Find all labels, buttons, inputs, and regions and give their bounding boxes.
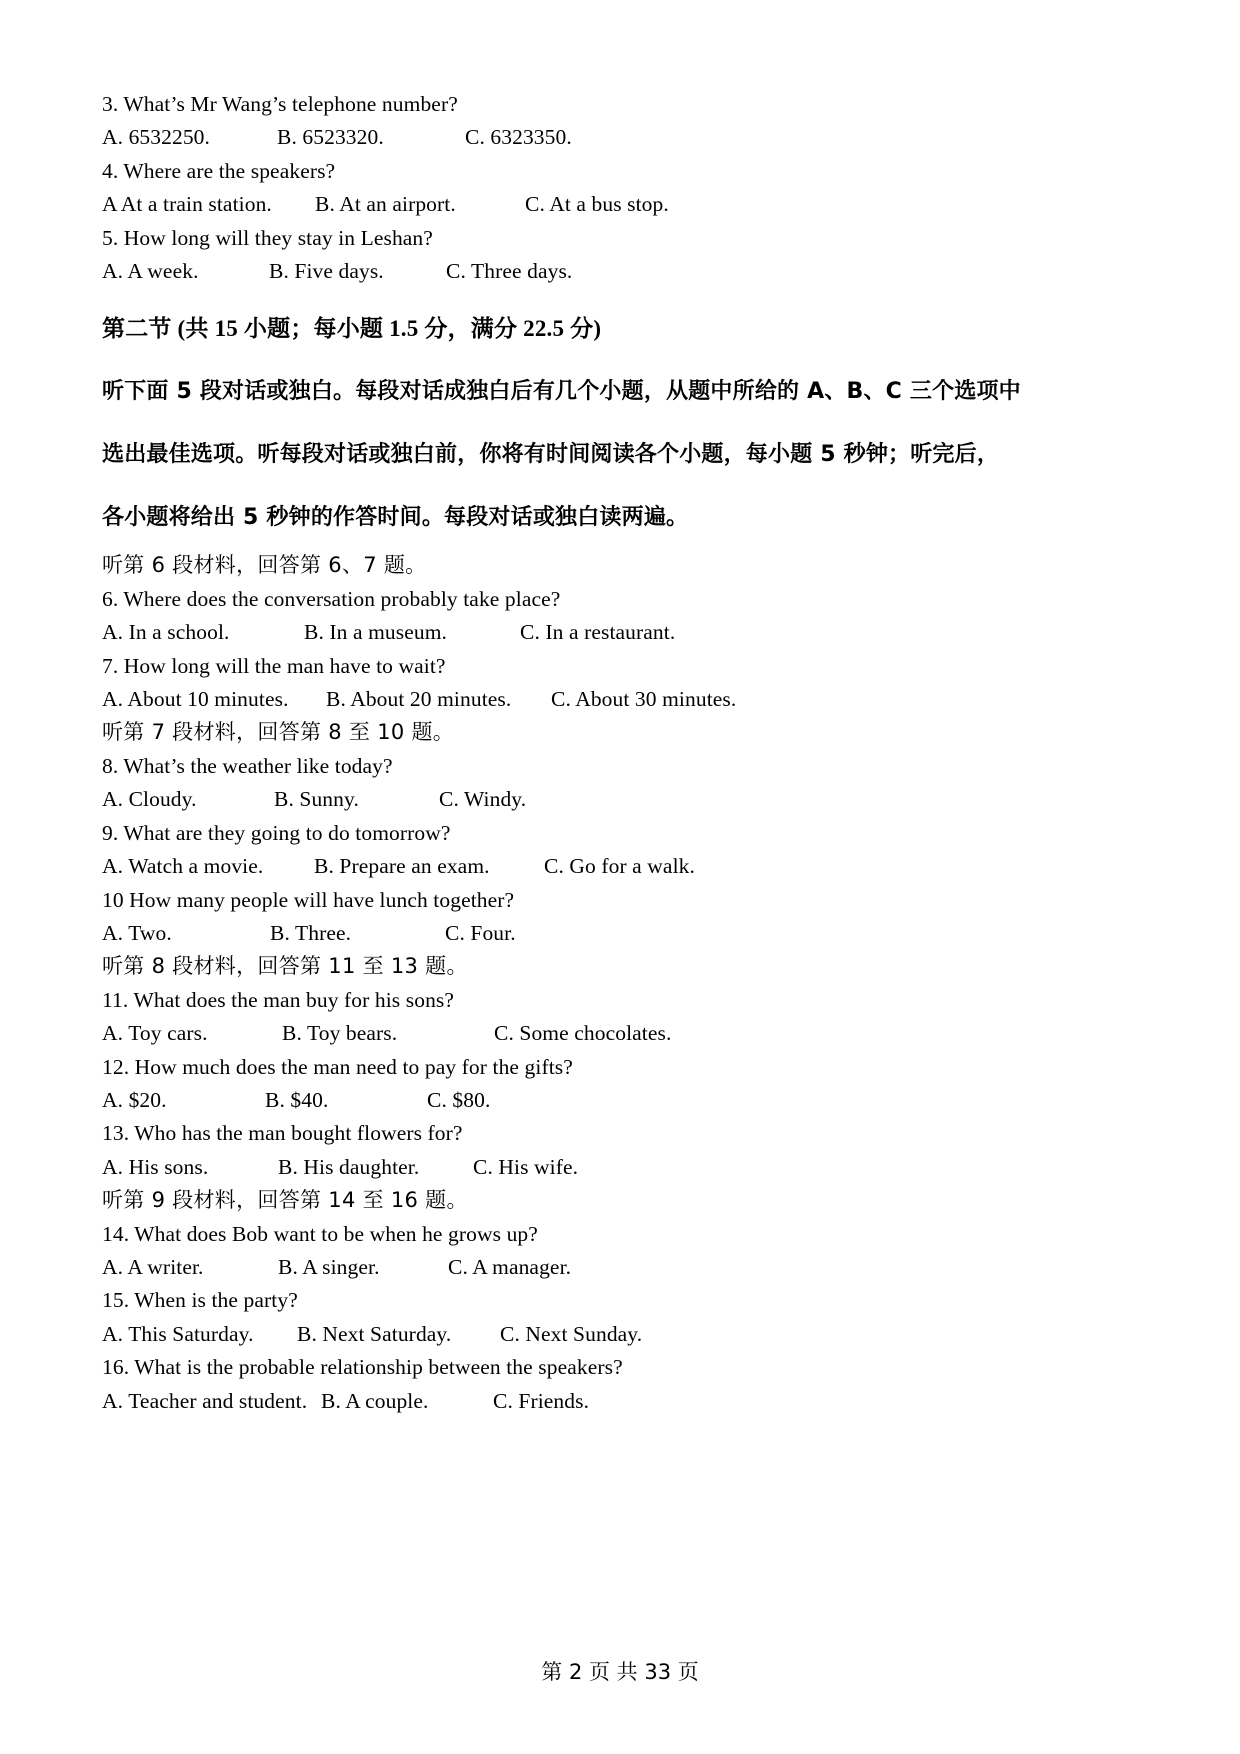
section-instructions: [102, 376, 1140, 533]
option-b[interactable]: B. Next Saturday.: [297, 1321, 452, 1346]
option-c[interactable]: C. Go for a walk.: [544, 854, 695, 879]
question-options: [102, 850, 1140, 883]
material-lead-in: 听第 8 段材料，回答第 11 至 13 题。: [102, 954, 468, 979]
section-heading-detail: (共 15 小题；每小题 1.5 分，满分 22.5 分): [171, 316, 602, 342]
instruction-line: 选出最佳选项。听每段对话或独白前，你将有时间阅读各个小题，每小题 5 秒钟；听完后，: [102, 442, 1000, 468]
material-lead-in: 听第 7 段材料，回答第 8 至 10 题。: [102, 720, 455, 745]
question-stem: 6. Where does the conversation probably take place?: [102, 586, 561, 611]
option-a[interactable]: A. Watch a movie.: [102, 854, 264, 879]
question-block-3: [102, 88, 1140, 155]
question-options: [102, 1151, 1140, 1184]
question-stem: 12. How much does the man need to pay for the gifts?: [102, 1054, 573, 1079]
option-c[interactable]: C. His wife.: [473, 1154, 579, 1179]
option-b[interactable]: B. A singer.: [278, 1254, 380, 1279]
material-lead-in: 听第 9 段材料，回答第 14 至 16 题。: [102, 1188, 468, 1213]
option-b[interactable]: B. In a museum.: [304, 620, 448, 645]
option-a[interactable]: A. This Saturday.: [102, 1321, 254, 1346]
option-a[interactable]: A. In a school.: [102, 620, 230, 645]
question-stem: 11. What does the man buy for his sons?: [102, 987, 455, 1012]
question-stem: 4. Where are the speakers?: [102, 158, 336, 183]
option-b[interactable]: B. $40.: [265, 1087, 329, 1112]
option-b[interactable]: B. Three.: [270, 920, 352, 945]
option-a[interactable]: A. A writer.: [102, 1254, 204, 1279]
option-b[interactable]: B. Sunny.: [274, 787, 359, 812]
question-options: [102, 917, 1140, 950]
question-block-4: [102, 155, 1140, 222]
instruction-line: 各小题将给出 5 秒钟的作答时间。每段对话或独白读两遍。: [102, 505, 689, 531]
question-options: [102, 683, 1140, 716]
option-c[interactable]: C. Some chocolates.: [494, 1021, 672, 1046]
question-options: [102, 1251, 1140, 1284]
question-options: [102, 616, 1140, 649]
option-c[interactable]: C. About 30 minutes.: [551, 687, 737, 712]
question-options: [102, 1084, 1140, 1117]
question-options: [102, 1318, 1140, 1351]
option-b[interactable]: B. His daughter.: [278, 1154, 420, 1179]
option-a[interactable]: A. 6532250.: [102, 125, 211, 150]
option-a[interactable]: A. Teacher and student.: [102, 1388, 308, 1413]
option-a[interactable]: A At a train station.: [102, 192, 272, 217]
option-c[interactable]: C. At a bus stop.: [525, 192, 669, 217]
option-a[interactable]: A. His sons.: [102, 1154, 209, 1179]
question-stem: 3. What’s Mr Wang’s telephone number?: [102, 92, 458, 116]
question-stem: 13. Who has the man bought flowers for?: [102, 1121, 463, 1146]
question-block-5: [102, 222, 1140, 289]
question-stem: 5. How long will they stay in Leshan?: [102, 225, 433, 250]
material-group-7: [102, 716, 1140, 950]
option-c[interactable]: C. In a restaurant.: [520, 620, 676, 645]
section-heading: [102, 314, 1140, 344]
option-c[interactable]: C. Friends.: [493, 1388, 590, 1413]
question-options: [102, 188, 1140, 221]
option-a[interactable]: A. Toy cars.: [102, 1021, 208, 1046]
option-a[interactable]: A. Two.: [102, 920, 172, 945]
question-options: [102, 783, 1140, 816]
option-c[interactable]: C. $80.: [427, 1087, 491, 1112]
option-c[interactable]: C. Four.: [445, 920, 516, 945]
option-a[interactable]: A. A week.: [102, 259, 199, 284]
question-stem: 10 How many people will have lunch together?: [102, 887, 515, 912]
option-c[interactable]: C. Three days.: [446, 259, 573, 284]
question-stem: 16. What is the probable relationship between the speakers?: [102, 1355, 623, 1380]
question-options: [102, 1385, 1140, 1418]
option-a[interactable]: A. Cloudy.: [102, 787, 197, 812]
option-c[interactable]: C. Windy.: [439, 787, 527, 812]
option-c[interactable]: C. 6323350.: [465, 125, 572, 150]
material-group-9: [102, 1184, 1140, 1418]
section-heading-title: 第二节: [102, 316, 172, 343]
option-b[interactable]: B. At an airport.: [315, 192, 456, 217]
material-lead-in: 听第 6 段材料，回答第 6、7 题。: [102, 553, 427, 578]
option-b[interactable]: B. About 20 minutes.: [326, 687, 512, 712]
option-b[interactable]: B. Prepare an exam.: [314, 854, 490, 879]
option-b[interactable]: B. Toy bears.: [282, 1021, 398, 1046]
option-b[interactable]: B. 6523320.: [277, 125, 384, 150]
option-a[interactable]: A. About 10 minutes.: [102, 687, 289, 712]
option-b[interactable]: B. A couple.: [321, 1388, 429, 1413]
question-options: [102, 1017, 1140, 1050]
material-group-8: [102, 950, 1140, 1184]
question-stem: 8. What’s the weather like today?: [102, 753, 393, 778]
option-b[interactable]: B. Five days.: [269, 259, 384, 284]
spacer: [102, 533, 1140, 549]
question-stem: 14. What does Bob want to be when he grows up?: [102, 1221, 538, 1246]
question-stem: 9. What are they going to do tomorrow?: [102, 820, 451, 845]
spacer: [102, 366, 1140, 376]
option-a[interactable]: A. $20.: [102, 1087, 167, 1112]
question-options: [102, 255, 1140, 288]
instruction-line: 听下面 5 段对话或独白。每段对话成独白后有几个小题，从题中所给的 A、B、C 三个选项中: [102, 379, 1021, 405]
question-stem: 15. When is the party?: [102, 1288, 298, 1313]
question-options: [102, 121, 1140, 154]
material-group-6: [102, 549, 1140, 716]
option-c[interactable]: C. Next Sunday.: [500, 1321, 643, 1346]
question-stem: 7. How long will the man have to wait?: [102, 653, 446, 678]
page-footer: 第 2 页 共 33 页: [541, 1660, 699, 1684]
option-c[interactable]: C. A manager.: [448, 1254, 572, 1279]
